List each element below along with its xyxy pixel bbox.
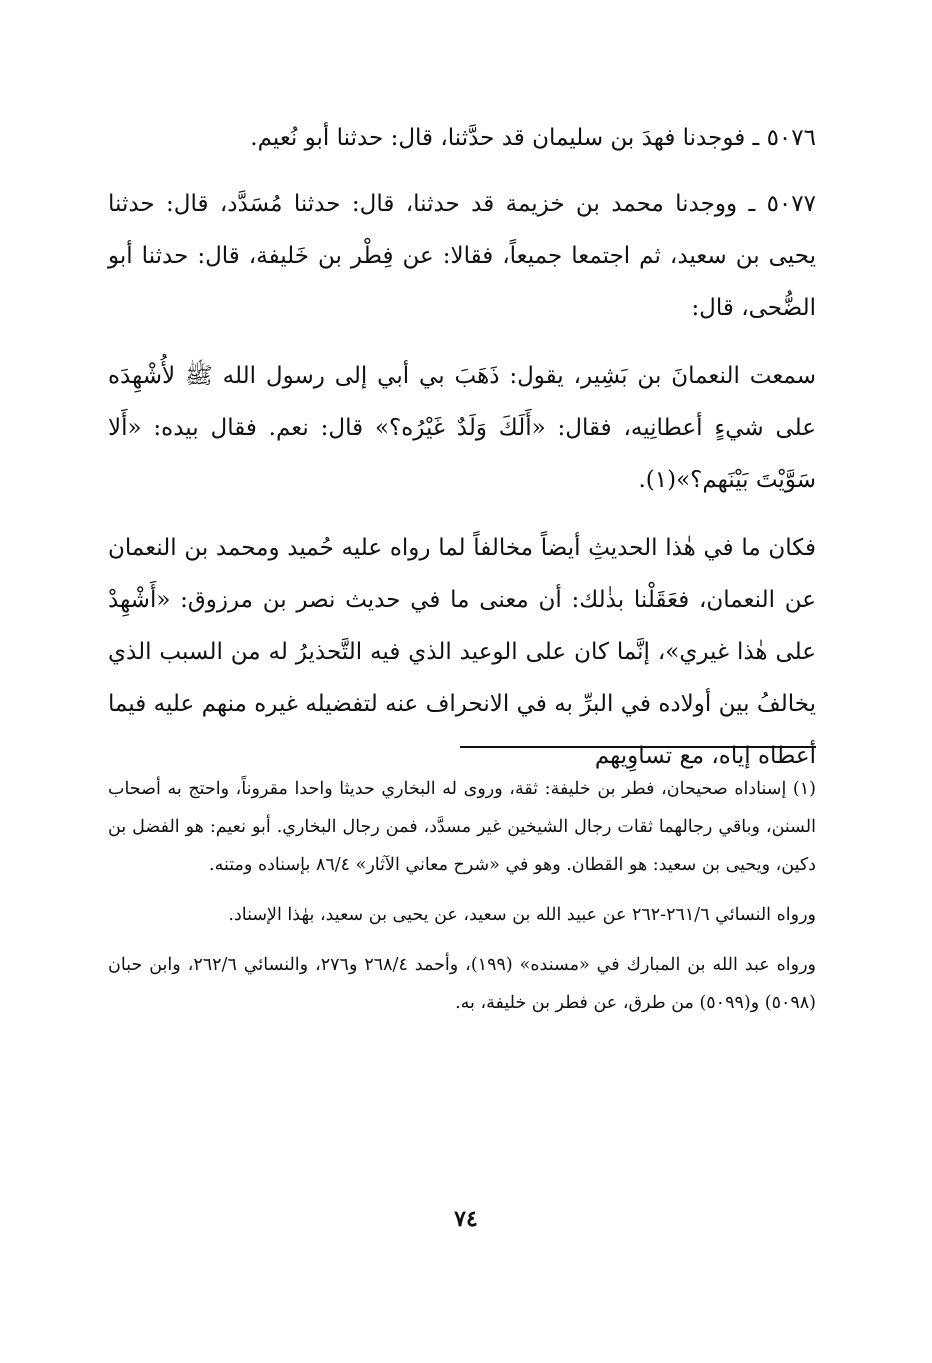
- footnotes: [108, 770, 816, 1034]
- main-text: [108, 112, 816, 798]
- hadith-5076: ٥٠٧٦ ـ فوجدنا فهدَ بن سليمان قد حدَّثنا، قال: حدثنا أبو نُعيم.: [250, 125, 816, 151]
- hadith-5077: ٥٠٧٧ ـ ووجدنا محمد بن خزيمة قد حدثنا، قال: حدثنا مُسَدَّد، قال: حدثنا يحيى بن سعيد، ثم اجتمعا جميعاً، فقالا: عن فِطْر بن خَليفة، قال: حدثنا أبو الضُّحى، قال:: [108, 191, 816, 321]
- footnote-1: (١) إسناداه صحيحان، فطر بن خليفة: ثقة، وروى له البخاري حديثا واحدا مقروناً، واحتج به أصحاب السنن، وباقي رجالهما ثقات رجال الشيخين غير مسدَّد، فمن رجال البخاري. أبو نعيم: هو الفضل بن دكين، ويحيى بن سعيد: هو القطان. وهو في «شرح معاني الآثار» ٨٦/٤ بإسناده ومتنه.: [108, 779, 816, 875]
- footnote-2: ورواه النسائي ٢٦١/٦-٢٦٢ عن عبيد الله بن سعيد، عن يحيى بن سعيد، بهٰذا الإسناد.: [228, 905, 816, 925]
- footnote-separator: [460, 746, 816, 748]
- footnote-3: ورواه عبد الله بن المبارك في «مسنده» (١٩٩)، وأحمد ٢٦٨/٤ و٢٧٦، والنسائي ٢٦٢/٦، وابن حبان (٥٠٩٨) و(٥٠٩٩) من طرق، عن فطر بن خليفة، به.: [108, 955, 817, 1013]
- commentary-paragraph: فكان ما في هٰذا الحديثِ أيضاً مخالفاً لما رواه عليه حُميد ومحمد بن النعمان عن النعمان، فعَقَلْنا بذٰلك: أن معنى ما في حديث نصر بن مرزوق: «أَشْهِدْ على هٰذا غيري»، إنَّما كان على الوعيد الذي فيه التَّحذيرُ له من السبب الذي يخالفُ بين أولاده في البرِّ به في الانحراف عنه لتفضيله غيره منهم عليه فيما أعطاه إياه، مع تساوِيهم: [108, 535, 816, 769]
- page-number: ٧٤: [454, 1206, 478, 1232]
- hadith-text: سمعت النعمانَ بن بَشِير، يقول: ذَهَبَ بي أبي إلى رسول الله ﷺ لأُشْهِدَه على شيءٍ أعطانِيه، فقال: «أَلَكَ وَلَدٌ غَيْرُه؟» قال: نعم. فقال بيده: «أَلا سَوَّيْتَ بَيْنَهم؟»(١).: [108, 363, 816, 493]
